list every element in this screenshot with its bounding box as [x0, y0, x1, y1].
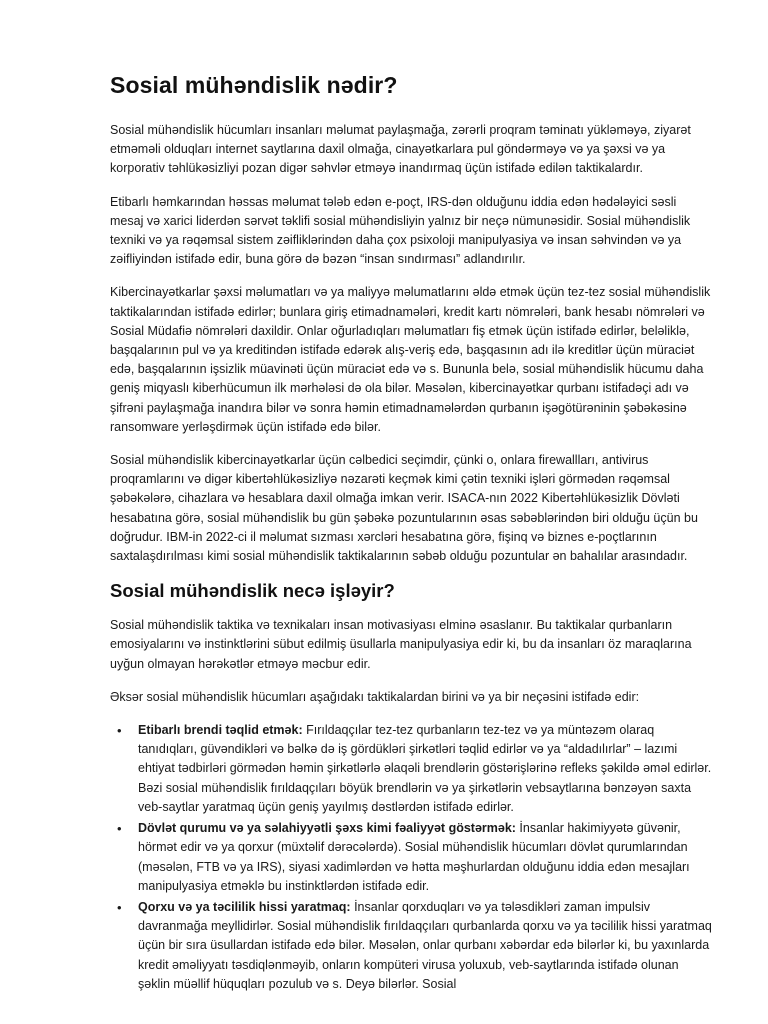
- bullet-icon: •: [117, 821, 122, 837]
- paragraph: Sosial mühəndislik kibercinayətkarlar üçün cəlbedici seçimdir, çünki o, onlara firewallları, antivirus proqramlarını və digər kibertəhlükəsizliyə nəzarəti keçmək kimi çətin texniki işləri görmədən rəqəmsal şəbəkələrə, cihazlara və hesablara daxil olmağa imkan verir. ISACA-nın 2022 Kibertəhlükəsizlik Dövləti hesabatına görə, sosial mühəndislik bu gün şəbəkə pozuntularının əsas səbəblərindən biri olduğu üçün bu doğrudur. IBM-in 2022-ci il məlumat sızması xərcləri hesabatına görə, fişinq və biznes e-poçtlarının saxtalaşdırılması kimi sosial mühəndislik taktikalarının səbəb olduğu pozuntular ən bahalılar arasındadır.: [110, 453, 698, 564]
- paragraph: Sosial mühəndislik hücumları insanları məlumat paylaşmağa, zərərli proqram təminatı yükləməyə, ziyarət etməməli olduqları internet saytlarına daxil olmağa, cinayətkarlara pul göndərməyə və ya şəxsi və ya korporativ təhlükəsizliyi pozan digər səhvlər etməyə inandırmaq üçün istifadə edilən taktikalardır.: [110, 123, 691, 176]
- list-item-heading: Etibarlı brendi təqlid etmək:: [138, 723, 303, 738]
- list-item: [117, 819, 712, 896]
- paragraph: Sosial mühəndislik taktika və texnikaları insan motivasiyası elminə əsaslanır. Bu taktikalar qurbanların emosiyalarını və instinktlərini sübut edilmiş üsullarla manipulyasiya edir ki, bu da insanları öz maraqlarına uyğun olmayan hərəkətlər etməyə məcbur edir.: [110, 618, 692, 671]
- list-item: [117, 721, 712, 817]
- list-item-text: Fırıldaqçılar tez-tez qurbanların tez-tez və ya müntəzəm olaraq tanıdıqları, güvəndikləri və bəlkə də iş gördükləri şirkətləri təqlid edirlər və ya “aldadılırlar” – lazımi ehtiyat tədbirləri görmədən həmin şirkətlərlə əlaqəli brendlərin göstərişlərinə refleks şəkildə əməl edirlər. Bəzi sosial mühəndislik fırıldaqçıları böyük brendlərin və ya şirkətlərin vebsaytlarına bənzəyən saxta veb-saytlar yaratmaq üçün geniş yayılmış dəstlərdən istifadə edirlər.: [138, 723, 712, 814]
- section-heading: Sosial mühəndislik necə işləyir?: [110, 580, 395, 602]
- bullet-icon: •: [117, 723, 122, 739]
- list-item: [117, 898, 712, 994]
- paragraph: Əksər sosial mühəndislik hücumları aşağıdakı taktikalardan birini və ya bir neçəsini istifadə edir:: [110, 689, 640, 704]
- paragraph: Kibercinayətkarlar şəxsi məlumatları və ya maliyyə məlumatlarını əldə etmək üçün tez-tez sosial mühəndislik taktikalarından istifadə edirlər; bunlara giriş etimadnamələri, kredit kartı nömrələri, bank hesabı nömrələri və Sosial Müdafiə nömrələri daxildir. Onlar oğurladıqları məlumatları fiş etmək üçün istifadə edirlər, beləliklə, başqalarının pul və ya kreditindən istifadə edərək alış-veriş edə, başqasının adı ilə kreditlər üçün müraciət edə, başqalarının işsizlik müavinəti üçün müraciət edə və s. Bununla belə, sosial mühəndislik hücumu daha geniş miqyaslı kiberhücumun ilk mərhələsi də ola bilər. Məsələn, kibercinayətkar qurbanı istifadəçi adı və şifrəni paylaşmağa inandıra bilər və sonra həmin etimadnamələrdən qurbanın işəgötürəninin şəbəkəsinə ransomware yerləşdirmək üçün istifadə edə bilər.: [110, 285, 711, 434]
- paragraph: Etibarlı həmkarından həssas məlumat tələb edən e-poçt, IRS-dən olduğunu iddia edən hədələyici səsli mesaj və xarici liderdən sərvət təklifi sosial mühəndisliyin yalnız bir neçə nümunəsidir. Sosial mühəndislik texniki və ya rəqəmsal sistem zəifliklərindən daha çox psixoloji manipulyasiya və insan səhvindən və ya zəifliyindən istifadə edir, buna görə də bəzən “insan sındırması” adlandırılır.: [110, 194, 691, 267]
- list-item-text: İnsanlar hakimiyyətə güvənir, hörmət edir və ya qorxur (müxtəlif dərəcələrdə). Sosial mühəndislik hücumları dövlət qurumlarından (məsələn, FTB və ya IRS), siyasi xadimlərdən və hətta məşhurlardan olduğunu iddia edən mesajları manipulyasiya etməklə bu instinktlərdən istifadə edir.: [138, 821, 690, 893]
- bullet-icon: •: [117, 899, 122, 915]
- list-item-heading: Dövlət qurumu və ya səlahiyyətli şəxs kimi fəaliyyət göstərmək:: [138, 821, 516, 836]
- list-item-text: İnsanlar qorxduqları və ya tələsdikləri zaman impulsiv davranmağa meyllidirlər. Sosial mühəndislik fırıldaqçıları qurbanlarda qorxu və ya təcililik hissi yaratmaq üçün bir sıra üsullardan istifadə edə bilər. Məsələn, onlar qurbanı xəbərdar edə bilərlər ki, bu yaxınlarda kredit əməliyyatı təsdiqlənməyib, onların kompüteri virusa yoluxub, veb-saytlarında istifadə olunan şəklin müəllif hüquqları pozulub və s. Deyə bilərlər. Sosial: [138, 899, 712, 991]
- list-item-heading: Qorxu və ya təcililik hissi yaratmaq:: [138, 899, 351, 914]
- page-title: Sosial mühəndislik nədir?: [110, 72, 398, 98]
- tactics-list: [110, 721, 712, 994]
